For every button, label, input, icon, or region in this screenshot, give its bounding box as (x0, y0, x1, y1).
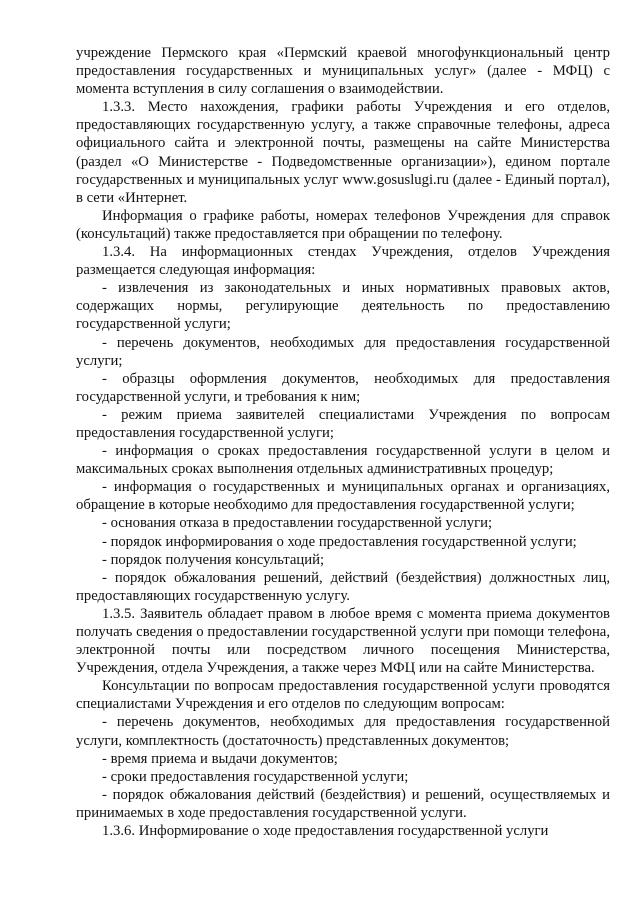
paragraph-1-3-5: 1.3.5. Заявитель обладает правом в любое время с момента приема документов получать сведения о предоставлении государственной услуги при помощи телефона, электронной почты или посредством личного посещения Министерства, Учреждения, отдела Учреждения, а также через МФЦ или на сайте Министерства. (76, 605, 610, 677)
list-item-appeal-actions: - порядок обжалования действий (бездействия) и решений, осуществляемых и принимаемых в ходе предоставления государственной услуги. (76, 786, 610, 821)
list-item-progress-info: - порядок информирования о ходе предоставления государственной услуги; (102, 533, 577, 550)
list-item-appeal-procedure: - порядок обжалования решений, действий (бездействия) должностных лиц, предоставляющих государственную услугу. (76, 569, 610, 604)
list-item-consultations: - порядок получения консультаций; (102, 551, 325, 568)
paragraph-1-3-4: 1.3.4. На информационных стендах Учреждения, отделов Учреждения размещается следующая информация: (76, 244, 610, 279)
list-item-documents-completeness: - перечень документов, необходимых для предоставления государственной услуги, комплектность (достаточность) представленных документов; (76, 714, 610, 749)
list-item-refusal-grounds: - основания отказа в предоставлении государственной услуги; (102, 515, 493, 532)
list-item-legal-extracts: - извлечения из законодательных и иных нормативных правовых актов, содержащих нормы, регулирующие деятельность по предоставлению государственной услуги; (76, 280, 610, 333)
paragraph-1-3-3: 1.3.3. Место нахождения, графики работы Учреждения и его отделов, предоставляющих государственную услугу, а также справочные телефоны, адреса официального сайта и электронной почты, размещены на сайте Министерства (раздел «О Министерстве - Подведомственные организации»), едином портале государственных и муниципальных услуг www.gosuslugi.ru (далее - Единый портал), в сети «Интернет. (76, 99, 610, 206)
paragraph-schedule-info: Информация о графике работы, номерах телефонов Учреждения для справок (консультаций) также предоставляется при обращении по телефону. (76, 207, 610, 242)
list-item-deadlines: - сроки предоставления государственной услуги; (102, 768, 409, 785)
list-item-authorities-info: - информация о государственных и муниципальных органах и организациях, обращение в которые необходимо для предоставления государственной услуги; (76, 479, 610, 514)
list-item-document-samples: - образцы оформления документов, необходимых для предоставления государственной услуги, и требования к ним; (76, 370, 610, 405)
paragraph-consultations: Консультации по вопросам предоставления государственной услуги проводятся специалистами Учреждения и его отделов по следующим вопросам: (76, 678, 610, 713)
list-item-documents-list: - перечень документов, необходимых для предоставления государственной услуги; (76, 334, 610, 369)
list-item-reception-time: - время приема и выдачи документов; (102, 750, 338, 767)
paragraph-1-3-6: 1.3.6. Информирование о ходе предоставления государственной услуги (102, 823, 549, 840)
paragraph-mfc-continuation: учреждение Пермского края «Пермский краевой многофункциональный центр предоставления государственных и муниципальных услуг» (далее - МФЦ) с момента вступления в силу соглашения о взаимодействии. (76, 45, 610, 98)
list-item-reception-schedule: - режим приема заявителей специалистами Учреждения по вопросам предоставления государственной услуги; (76, 406, 610, 441)
list-item-service-terms: - информация о сроках предоставления государственной услуги в целом и максимальных сроках выполнения отдельных административных процедур; (76, 443, 610, 478)
